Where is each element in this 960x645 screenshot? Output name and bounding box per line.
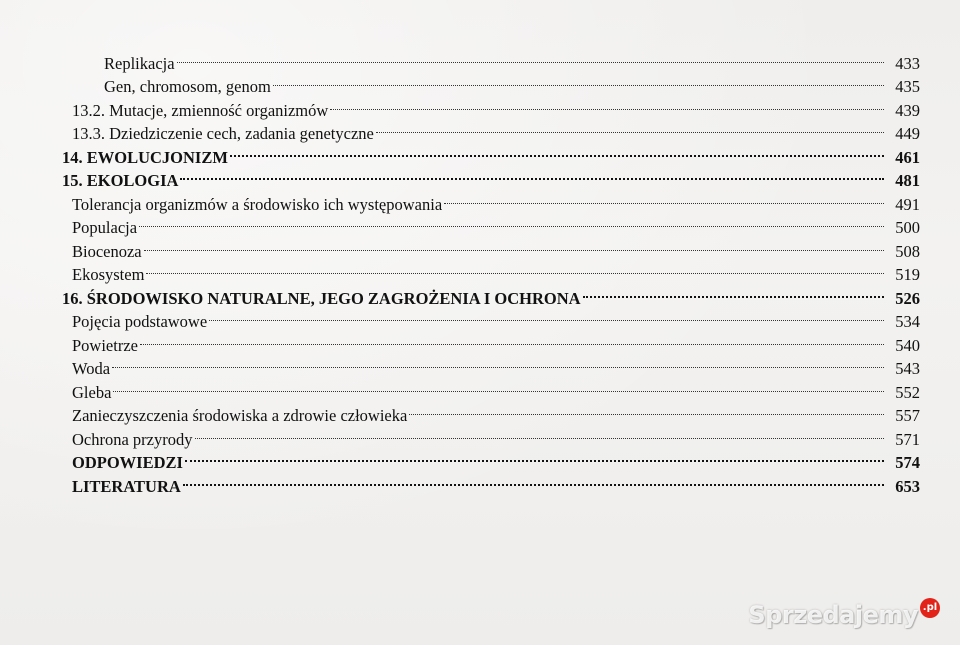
toc-entry	[62, 280, 920, 308]
toc-entry	[62, 351, 920, 378]
toc-leader-dots	[144, 233, 884, 257]
toc-entry-title: Pojęcia podstawowe	[72, 312, 208, 331]
toc-entry-title: 13.3. Dziedziczenie cech, zadania genetyczne	[72, 124, 374, 143]
toc-entry-page: 540	[895, 335, 920, 355]
toc-entry-page: 500	[895, 218, 920, 237]
toc-leader-dots	[330, 92, 884, 116]
toc-leader-dots	[444, 186, 884, 210]
toc-leader-dots	[183, 468, 884, 492]
toc-entry-title: Gleba	[72, 382, 112, 402]
toc-entry	[62, 398, 920, 425]
toc-entry	[62, 69, 920, 96]
toc-entry-page: 543	[895, 359, 920, 378]
toc-entry-page: 491	[895, 194, 920, 214]
toc-entry-title: Powietrze	[72, 335, 138, 355]
toc-entry-page: 508	[895, 241, 920, 261]
toc-leader-dots	[209, 304, 884, 328]
toc-entry-page: 557	[895, 406, 920, 425]
toc-entry-page: 439	[895, 100, 920, 120]
toc-leader-dots	[139, 210, 884, 234]
toc-entry-title: Gen, chromosom, genom	[104, 77, 271, 96]
toc-entry	[62, 233, 920, 261]
toc-leader-dots	[177, 45, 884, 69]
toc-entry	[62, 445, 920, 472]
toc-entry	[62, 210, 920, 237]
toc-entry-title: Replikacja	[104, 53, 175, 73]
toc-entry-page: 653	[895, 476, 920, 496]
toc-entry	[62, 257, 920, 284]
toc-leader-dots	[376, 116, 884, 140]
toc-entry-title: LITERATURA	[72, 476, 181, 496]
toc-entry-page: 534	[895, 312, 920, 331]
toc-entry	[62, 45, 920, 73]
toc-leader-dots	[140, 327, 884, 351]
toc-entry-page: 574	[895, 453, 920, 472]
toc-leader-dots	[112, 351, 884, 375]
toc-entry	[62, 186, 920, 214]
toc-entry-title: 15. EKOLOGIA	[62, 171, 179, 190]
toc-entry-title: Tolerancja organizmów a środowisko ich występowania	[72, 194, 443, 214]
toc-entry-page: 435	[895, 77, 920, 96]
watermark-logo	[748, 601, 940, 629]
toc-entry-page: 571	[895, 429, 920, 449]
toc-entry-title: 14. EWOLUCJONIZM	[62, 147, 228, 167]
toc-entry-page: 461	[895, 147, 920, 167]
toc-entry-title: ODPOWIEDZI	[72, 453, 183, 472]
toc-entry-title: Biocenoza	[72, 241, 142, 261]
toc-leader-dots	[230, 139, 884, 163]
toc-entry-title: Ekosystem	[72, 265, 145, 284]
toc-leader-dots	[180, 163, 884, 187]
toc-entry-page: 526	[895, 288, 920, 308]
toc-leader-dots	[273, 69, 884, 93]
toc-entry-title: Populacja	[72, 218, 138, 237]
toc-entry	[62, 163, 920, 190]
toc-entry-page: 433	[895, 53, 920, 73]
toc-leader-dots	[583, 280, 884, 304]
toc-leader-dots	[409, 398, 884, 422]
toc-entry-title: Woda	[72, 359, 111, 378]
toc-entry-page: 481	[895, 171, 920, 190]
toc-entry-page: 519	[895, 265, 920, 284]
toc-entry	[62, 327, 920, 355]
toc-leader-dots	[113, 374, 884, 398]
toc-entry-title: 16. ŚRODOWISKO NATURALNE, JEGO ZAGROŻENIA I OCHRONA	[62, 288, 581, 308]
watermark-badge: .pl	[920, 598, 940, 618]
toc-entry-title: 13.2. Mutacje, zmienność organizmów	[72, 100, 329, 120]
toc-entry	[62, 468, 920, 496]
toc-entry	[62, 374, 920, 402]
toc-entry-title: Ochrona przyrody	[72, 429, 193, 449]
watermark-text: Sprzedajemy	[748, 601, 918, 629]
toc-leader-dots	[185, 445, 884, 469]
table-of-contents	[62, 45, 920, 496]
toc-entry-title: Zanieczyszczenia środowiska a zdrowie człowieka	[72, 406, 408, 425]
toc-leader-dots	[146, 257, 884, 281]
toc-leader-dots	[195, 421, 885, 445]
toc-entry-page: 552	[895, 382, 920, 402]
toc-entry-page: 449	[895, 124, 920, 143]
